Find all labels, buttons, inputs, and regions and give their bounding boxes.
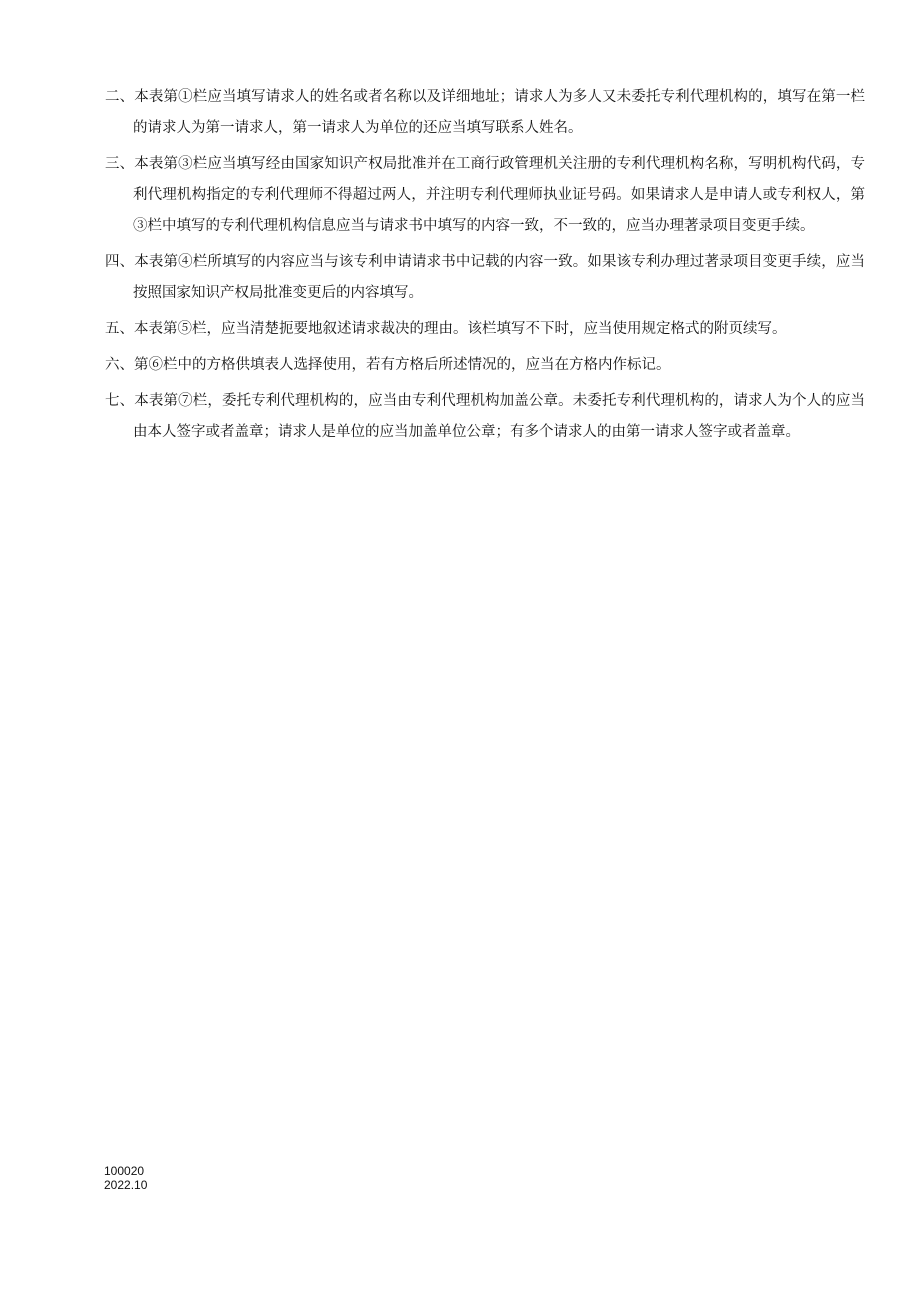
instructions-list: [105, 82, 865, 453]
instruction-item-2: 二、本表第①栏应当填写请求人的姓名或者名称以及详细地址；请求人为多人又未委托专利代理机构的，填写在第一栏的请求人为第一请求人，第一请求人为单位的还应当填写联系人姓名。: [105, 89, 865, 136]
form-code: 100020: [104, 1164, 145, 1178]
instruction-item-3: 三、本表第③栏应当填写经由国家知识产权局批准并在工商行政管理机关注册的专利代理机构名称，写明机构代码，专利代理机构指定的专利代理师不得超过两人，并注明专利代理师执业证号码。如果请求人是申请人或专利权人，第③栏中填写的专利代理机构信息应当与请求书中填写的内容一致，不一致的，应当办理著录项目变更手续。: [105, 156, 865, 234]
instruction-item-5: 五、本表第⑤栏，应当清楚扼要地叙述请求裁决的理由。该栏填写不下时，应当使用规定格式的附页续写。: [105, 321, 787, 337]
instruction-item-4: 四、本表第④栏所填写的内容应当与该专利申请请求书中记载的内容一致。如果该专利办理过著录项目变更手续，应当按照国家知识产权局批准变更后的内容填写。: [105, 254, 865, 301]
form-footer: [104, 1164, 147, 1192]
form-version: 2022.10: [104, 1178, 148, 1192]
instruction-item-6: 六、第⑥栏中的方格供填表人选择使用，若有方格后所述情况的，应当在方格内作标记。: [105, 357, 671, 373]
instruction-item-7: 七、本表第⑦栏，委托专利代理机构的，应当由专利代理机构加盖公章。未委托专利代理机构的，请求人为个人的应当由本人签字或者盖章；请求人是单位的应当加盖单位公章；有多个请求人的由第一请求人签字或者盖章。: [105, 393, 865, 440]
